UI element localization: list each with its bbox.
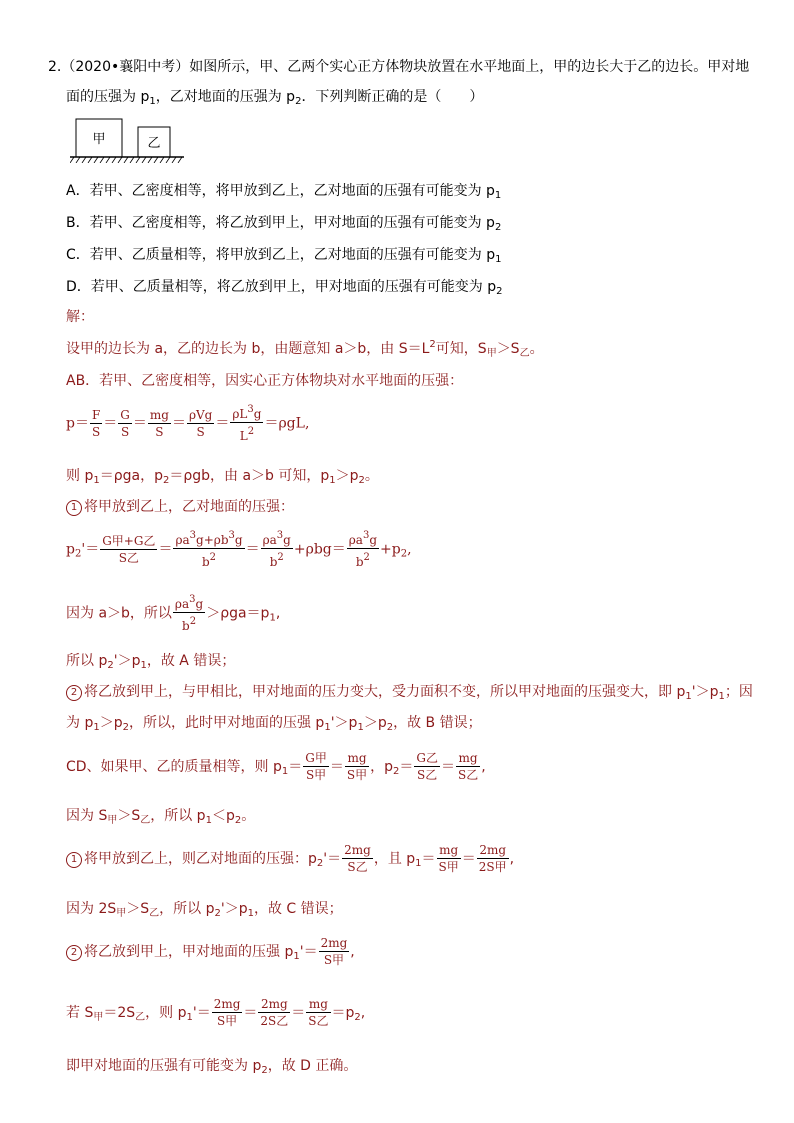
question-line-2 [66,86,483,107]
option-c-text: C．若甲、乙质量相等，将甲放到乙上，乙对地面的压强有可能变为 p [66,247,496,263]
text: ，则 p [145,1005,187,1021]
text: ，且 p [373,851,416,867]
text: ＞p [363,715,387,731]
step-c1: 1 将甲放到乙上，则乙对地面的压强：$p_2'=$ $\frac{2mg}{\text{S乙}}$ ，且 $p_1=$ $\frac{mg}{\text{S甲}}$ ＝ $\frac{2mg}{\text{2S甲}}$ , [66,842,514,876]
option-a-text: A．若甲、乙密度相等，将甲放到乙上，乙对地面的压强有可能变为 p [66,183,495,199]
subscript: 2 [496,286,503,297]
stem-text: ，乙对地面的压强为 p [155,89,296,105]
if-s-equal: 若 $S_甲=2S_乙$，则 $p_1'=$ $\frac{2mg}{\text{S甲}}$ ＝ $\frac{2mg}{\text{2S乙}}$ ＝ $\frac{mg}{\text{S乙}}$ $=p_2$, [66,997,366,1028]
text: 即甲对地面的压强有可能变为 p [66,1058,262,1074]
text: 因为 2S [66,901,117,917]
solution-setup: 设甲的边长为 a，乙的边长为 b，由题意知 a＞b，由 $S=L^2$可知，$S_甲>S_乙$。 [66,339,544,359]
text: 设甲的边长为 a，乙的边长为 b，由题意知 a＞b，由 S＝L [66,341,430,357]
text: ；因 [724,684,753,700]
question-line-1 [48,56,749,76]
step-a1 [66,496,294,516]
text: 因为 a＞b，所以 [66,605,172,622]
text: 为 p [66,715,94,731]
text: ＞p [99,715,123,731]
text: 所以 p [66,653,108,669]
text: 。 [364,468,379,484]
text: ＝2S [103,1005,136,1021]
question-number: 2. [48,59,62,75]
text: ＞S [126,901,150,917]
solution-label: 解： [66,309,94,325]
conclusion-a: 所以 $p_2'>p_1$，故 A 错误； [66,653,236,671]
because-a-gt-b: 因为 a＞b，所以 $\frac{\rho a^3g}{b^2}$ $>\rho ga=p_1$, [66,594,281,633]
subscript: 乙 [519,348,530,359]
because-s: 因为 $S_甲>S_乙$，所以 $p_1<p_2$。 [66,808,256,826]
text: 将甲放到乙上，乙对地面的压强： [84,499,294,515]
text: ＝ρgb，由 a＞b 可知，p [169,468,330,484]
text: '＝ [323,851,342,867]
text: 可知，S [435,341,487,357]
subscript: 2 [494,222,502,233]
text: 因为 S [66,808,108,824]
option-d [66,276,503,297]
option-d-text: D．若甲、乙质量相等，将乙放到甲上，甲对地面的压强有可能变为 p [66,279,497,295]
circle-number-2: 2 [66,945,82,961]
p1-p2-relation: 则 $p_1=\rho ga$，$p_2=\rho gb$，由 a＞b 可知，$p_1>p_2$。 [66,468,379,486]
text: ＝ρga，p [99,468,163,484]
question-source: （2020•襄阳中考） [61,59,190,75]
circle-number-1: 1 [66,500,82,516]
option-c [66,244,502,265]
subscript: 1 [495,254,502,265]
cd-heading: CD、如果甲、乙的质量相等，则 $p_1=$ $\frac{\text{G甲}}{\text{S甲}}$ ＝ $\frac{mg}{\text{S甲}}$ ，$p_2=$ $\frac{\text{G乙}}{\text{S乙}}$ ＝ $\frac{mg}{\text{S乙}}$ , [66,751,486,782]
text: CD、如果甲、乙的质量相等，则 p [66,759,282,775]
text: '＞p [691,684,719,700]
circle-number-1: 1 [66,852,82,868]
subscript: 1 [149,96,156,107]
text: '＞p [113,653,141,669]
text: ＞p [335,468,359,484]
text: '＝ [299,944,318,960]
step-d1: 2 将乙放到甲上，甲对地面的压强 $p_1'=$ $\frac{2mg}{\text{S甲}}$ , [66,935,355,969]
option-b [66,212,501,233]
text: 将乙放到甲上，甲对地面的压强 p [84,944,294,960]
text: 。 [241,808,256,824]
text: 将甲放到乙上，则乙对地面的压强：p [84,851,317,867]
because-2s: 因为 $2S_甲>S_乙$，所以 $p_2'>p_1$，故 C 错误； [66,901,343,919]
text: ，故 D 正确。 [267,1058,358,1074]
subscript: 2 [295,96,302,107]
text: 若 S [66,1005,94,1021]
text: '＞p [330,715,358,731]
step-a2-cont: 为 $p_1>p_2$，所以，此时甲对地面的压强 $p_1'>p_1>p_2$，故 B 错误； [66,715,482,733]
option-b-text: B．若甲、乙密度相等，将乙放到甲上，甲对地面的压强有可能变为 p [66,215,495,231]
final-conclusion: 即甲对地面的压强有可能变为 $p_2$，故 D 正确。 [66,1058,358,1076]
step-a2: 2 将乙放到甲上，与甲相比，甲对地面的压力变大，受力面积不变，所以甲对地面的压强变大，即 $p_1'>p_1$；因 [66,681,753,702]
blocks-figure [70,115,186,163]
pressure-formula: p＝ $\frac{F}{S}$ ＝ $\frac{G}{S}$ ＝ $\frac{mg}{S}$ ＝ $\frac{\text{ρVg}}{S}$ ＝ $\frac{\rho L^3g}{L^2}$ ＝ρgL, [66,404,310,443]
text: ，所以，此时甲对地面的压强 p [128,715,325,731]
circle-number-2: 2 [66,685,82,701]
ab-heading: AB．若甲、乙密度相等，因实心正方体物块对水平地面的压强： [66,373,464,389]
text: ＞S [496,341,520,357]
ground-hatching [70,157,182,163]
text: ＞S [117,808,141,824]
block-jia-label: 甲 [92,132,106,147]
text: ，所以 p [159,901,215,917]
text: '＞p [220,901,248,917]
question-stem: 如图所示，甲、乙两个实心正方体物块放置在水平地面上，甲的边长大于乙的边长。甲对地 [189,59,750,75]
text: ＜p [211,808,235,824]
formula-p2-prime: $p_2'=$ $\frac{\text{G甲+G乙}}{\text{S乙}}$ ＝ $\frac{\rho a^3g+\rho b^3g}{b^2}$ ＝ $\frac{\rho a^3g}{b^2}$ +ρbg＝ $\frac{\rho a^3g}{b^2}$ $+p_2$, [66,530,412,569]
text: 将乙放到甲上，与甲相比，甲对地面的压力变大，受力面积不变，所以甲对地面的压强变大，即 p [84,684,686,700]
text: ，故 B 错误； [393,715,482,731]
text: ，所以 p [150,808,206,824]
subscript: 1 [494,190,502,201]
subscript: 甲 [486,348,497,359]
block-yi-label: 乙 [147,136,161,151]
stem-text: 面的压强为 p [66,89,150,105]
stem-text: ．下列判断正确的是（ ） [301,89,484,105]
text: ，故 C 错误； [253,901,343,917]
text: ＞ρga＝p [206,605,270,622]
option-a [66,180,501,201]
text: 则 p [66,468,94,484]
text: 。 [529,341,544,357]
text: ，故 A 错误； [146,653,236,669]
